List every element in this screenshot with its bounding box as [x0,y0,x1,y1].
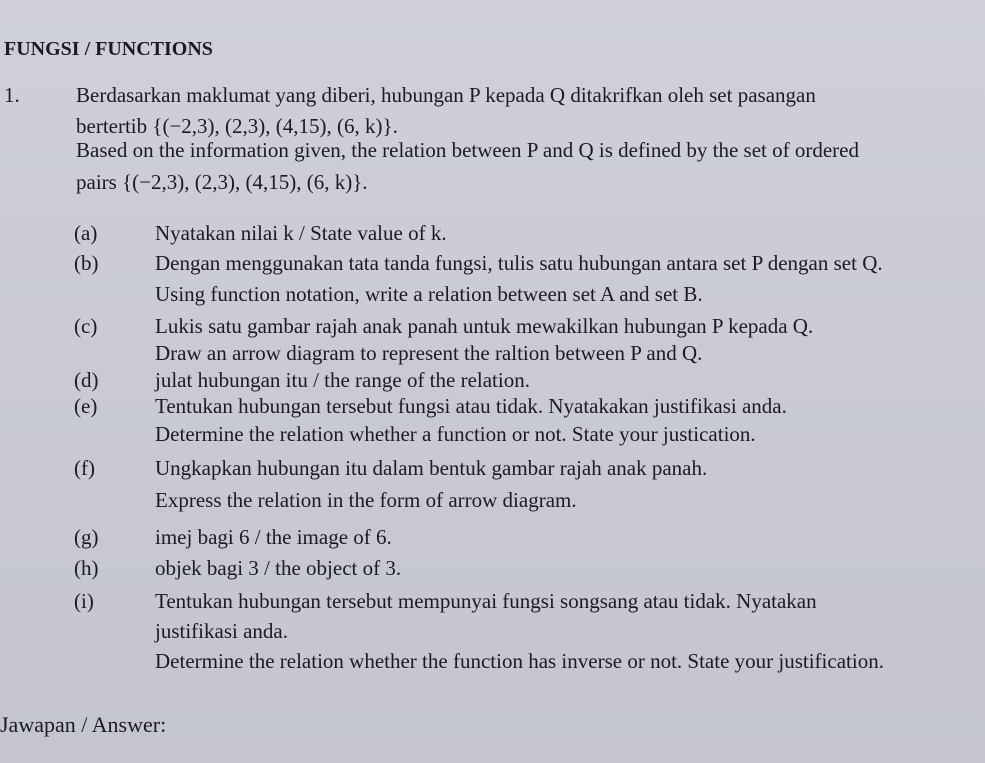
answer-label: Jawapan / Answer: [0,712,167,737]
part-c-label: (c) [74,314,98,338]
part-i-text-english: Determine the relation whether the function has inverse or not. State your justification. [155,649,884,673]
part-f-text-malay: Ungkapkan hubungan itu dalam bentuk gambar rajah anak panah. [155,456,708,480]
part-a-label: (a) [74,221,98,245]
part-h-text: objek bagi 3 / the object of 3. [155,556,402,580]
part-g-text: imej bagi 6 / the image of 6. [155,525,392,549]
question-intro-english-line1: Based on the information given, the relation between P and Q is defined by the set of ordered [76,138,859,162]
part-c-text-english: Draw an arrow diagram to represent the raltion between P and Q. [155,341,703,365]
part-i-label: (i) [74,589,94,613]
part-i-text-malay-line2: justifikasi anda. [155,619,288,643]
question-intro-malay-line2: bertertib {(−2,3), (2,3), (4,15), (6, k)}. [76,114,398,138]
part-e-text-malay: Tentukan hubungan tersebut fungsi atau tidak. Nyatakakan justifikasi anda. [155,394,787,418]
part-d-text: julat hubungan itu / the range of the relation. [155,368,530,392]
part-b-text-english: Using function notation, write a relation between set A and set B. [155,282,703,306]
part-e-label: (e) [74,394,98,418]
page-title: FUNGSI / FUNCTIONS [4,38,213,60]
part-c-text-malay: Lukis satu gambar rajah anak panah untuk mewakilkan hubungan P kepada Q. [155,314,814,338]
part-a-text: Nyatakan nilai k / State value of k. [155,221,447,245]
part-d-label: (d) [74,368,99,392]
question-intro-malay-line1: Berdasarkan maklumat yang diberi, hubungan P kepada Q ditakrifkan oleh set pasangan [76,83,816,107]
part-g-label: (g) [74,525,99,549]
question-intro-english-line2: pairs {(−2,3), (2,3), (4,15), (6, k)}. [76,170,368,194]
question-number: 1. [4,83,20,107]
part-i-text-malay-line1: Tentukan hubungan tersebut mempunyai fungsi songsang atau tidak. Nyatakan [155,589,817,613]
part-b-label: (b) [74,251,99,275]
part-h-label: (h) [74,556,99,580]
part-b-text-malay: Dengan menggunakan tata tanda fungsi, tulis satu hubungan antara set P dengan set Q. [155,251,883,275]
part-e-text-english: Determine the relation whether a function or not. State your justication. [155,422,756,446]
part-f-label: (f) [74,456,95,480]
part-f-text-english: Express the relation in the form of arrow diagram. [155,488,577,512]
